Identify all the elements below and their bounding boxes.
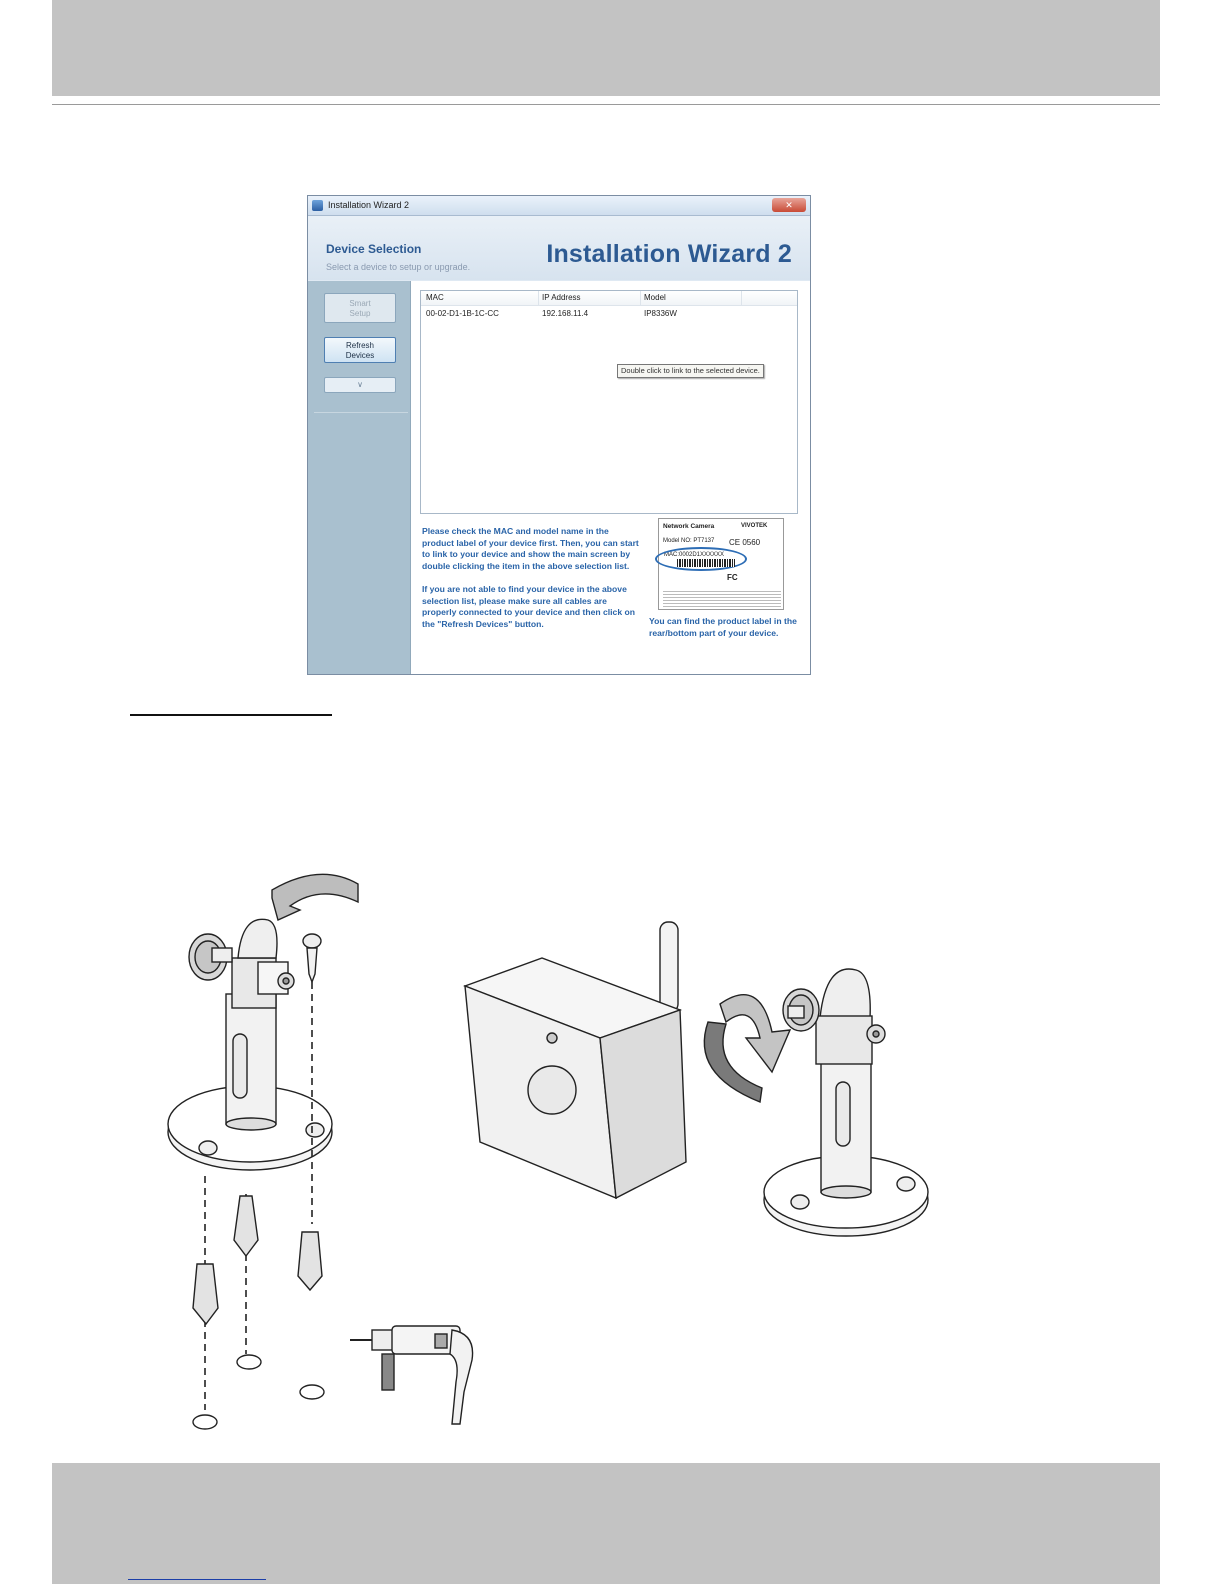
- page-header-band: [52, 0, 1160, 96]
- instructions-text: [422, 526, 640, 642]
- label-mac: MAC:0002D1XXXXXX: [664, 552, 725, 558]
- row-model: IP8336W: [644, 309, 677, 318]
- camera-icon: [465, 922, 686, 1198]
- rotate-arrow-icon: [272, 874, 358, 920]
- label-title: Network Camera: [663, 523, 715, 530]
- device-list[interactable]: [420, 290, 798, 514]
- smart-setup-label-2: Setup: [349, 309, 371, 318]
- window-title: Installation Wizard 2: [328, 200, 410, 210]
- refresh-label-2: Devices: [345, 351, 375, 360]
- sidebar-divider: [314, 412, 408, 413]
- page-subtitle: Select a device to setup or upgrade.: [326, 262, 471, 272]
- label-brand: VIVOTEK: [741, 523, 768, 529]
- smart-setup-button[interactable]: [324, 293, 396, 323]
- section-heading-underline: [130, 714, 332, 716]
- instruction-paragraph: If you are not able to find your device in the above selection list, please make sure all cables are properly connected to your device and then click on the "Refresh Devices" button.: [422, 583, 635, 629]
- table-row[interactable]: [421, 306, 797, 320]
- column-divider: [538, 291, 539, 305]
- close-icon[interactable]: ✕: [772, 198, 806, 212]
- smart-setup-label-1: Smart: [349, 299, 371, 308]
- drill-icon: [350, 1326, 473, 1424]
- row-ip: 192.168.11.4: [542, 309, 589, 318]
- collapse-button[interactable]: ∨: [324, 377, 396, 393]
- window-titlebar: [308, 196, 810, 216]
- product-label-image: [658, 518, 784, 610]
- label-note: You can find the product label in the rear/bottom part of your device.: [649, 616, 797, 638]
- label-ce: CE 0560: [729, 538, 761, 547]
- mounting-illustration: [160, 862, 940, 1437]
- barcode: [677, 559, 735, 567]
- label-fine-print: [663, 589, 781, 607]
- column-divider: [741, 291, 742, 305]
- refresh-label-1: Refresh: [345, 341, 374, 350]
- label-model: Model NO: PT7137: [663, 538, 715, 544]
- row-mac: 00-02-D1-1B-1C-CC: [426, 309, 499, 318]
- footer-link-underline[interactable]: [128, 1579, 266, 1580]
- page-footer-band: [52, 1463, 1160, 1584]
- device-list-header: [421, 291, 797, 306]
- column-header-ip[interactable]: IP Address: [542, 293, 581, 302]
- column-header-model[interactable]: Model: [644, 293, 666, 302]
- instruction-paragraph: Please check the MAC and model name in the product label of your device first. Then, you can start to link to your device and show the main screen by double clicking the item in the above selection list.: [422, 526, 639, 571]
- column-divider: [640, 291, 641, 305]
- app-icon: [312, 200, 323, 211]
- header-rule: [52, 104, 1160, 105]
- brand-title: Installation Wizard 2: [546, 240, 792, 268]
- stand-right: [764, 969, 928, 1236]
- refresh-devices-button[interactable]: [324, 337, 396, 363]
- tooltip: Double click to link to the selected device.: [617, 364, 764, 378]
- installation-wizard-window: [307, 195, 811, 675]
- label-fc: FC: [727, 573, 738, 582]
- swivel-arrow-icon: [720, 995, 790, 1072]
- column-header-mac[interactable]: MAC: [426, 293, 444, 302]
- page-title: Device Selection: [326, 242, 422, 256]
- wall-anchor-icon: [193, 1196, 322, 1324]
- screw-icon: [303, 934, 321, 982]
